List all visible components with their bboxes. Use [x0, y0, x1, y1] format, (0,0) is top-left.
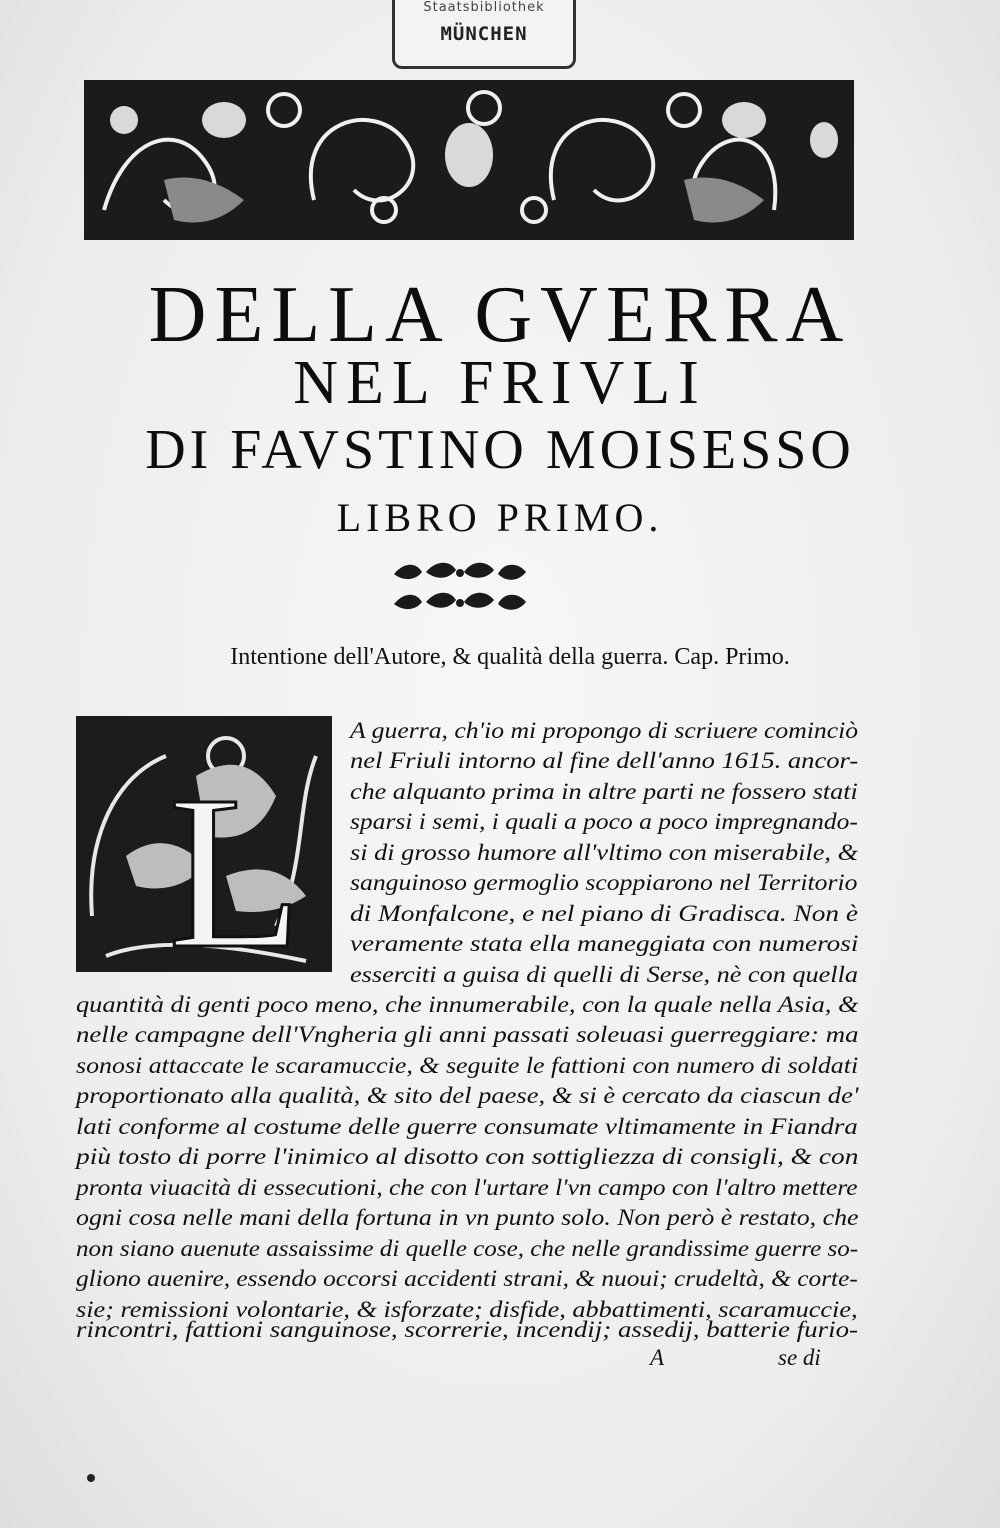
- stamp-library-name: Staatsbibliothek: [423, 0, 545, 15]
- text-line: esserciti a guisa di quelli di Serse, nè con quella: [350, 962, 859, 987]
- chapter-heading: Intentione dell'Autore, & qualità della guerra. Cap. Primo.: [230, 644, 790, 670]
- ornamental-headpiece: [84, 80, 854, 240]
- text-line: gliono auenire, essendo occorsi accidenti strani, & nuoui; crudeltà, & corte-: [76, 1266, 858, 1291]
- library-stamp: [392, 0, 576, 69]
- text-line: più tosto di porre l'inimico al disotto con sottigliezza di consigli, & con: [76, 1144, 859, 1169]
- text-line: proportionato alla qualità, & sito del paese, & si è cercato da ciascun de': [76, 1083, 859, 1108]
- text-line: sanguinoso germoglio scoppiarono nel Territorio: [350, 870, 858, 895]
- text-line: rincontri, fattioni sanguinose, scorrerie, incendij; assedij, batterie furio-: [76, 1317, 859, 1342]
- initial-letter: L: [168, 750, 303, 972]
- stamp-city: MÜNCHEN: [440, 23, 528, 45]
- fleuron-ornament: [386, 560, 534, 616]
- text-line: lati conforme al costume delle guerre consumate vltimamente in Fiandra: [76, 1114, 858, 1139]
- text-line: sie; remissioni volontarie, & isforzate; disfide, abbattimenti, scaramuccie,: [76, 1297, 858, 1322]
- text-line: non siano auenute assaissime di quelle cose, che nelle grandissime guerre so-: [76, 1236, 859, 1261]
- text-line: nel Friuli intorno al fine dell'anno 1615. ancor-: [350, 748, 859, 773]
- text-line: quantità di genti poco meno, che innumerabile, con la quale nella Asia, &: [76, 992, 859, 1017]
- title-line-3: DI FAVSTINO MOISESSO: [145, 419, 855, 481]
- text-line: sparsi i semi, i quali a poco a poco impregnando-: [350, 809, 858, 834]
- text-line: veramente stata ella maneggiata con numerosi: [350, 931, 859, 956]
- text-line: che alquanto prima in altre parti ne fossero stati: [350, 779, 858, 804]
- text-line: nelle campagne dell'Vngheria gli anni passati soleuasi guerreggiare: ma: [76, 1022, 859, 1047]
- text-line: pronta viuacità di essecutioni, che con l'urtare l'vn campo con l'altro mettere: [76, 1175, 858, 1200]
- text-line: ogni cosa nelle mani della fortuna in vn punto solo. Non però è restato, che: [76, 1205, 859, 1230]
- text-line: A guerra, ch'io mi propongo di scriuere cominciò: [350, 718, 859, 743]
- ink-spot: [87, 1474, 95, 1482]
- text-line: sonosi attaccate le scaramuccie, & seguite le fattioni con numero di soldati: [76, 1053, 859, 1078]
- text-line: si di grosso humore all'vltimo con miserabile, &: [350, 840, 859, 865]
- signature-mark: A: [650, 1345, 665, 1370]
- title-line-1: DELLA GVERRA: [148, 271, 852, 359]
- decorated-initial: [76, 716, 332, 972]
- book-number: LIBRO PRIMO.: [336, 495, 664, 540]
- title-line-2: NEL FRIVLI: [293, 349, 707, 417]
- text-line: di Monfalcone, e nel piano di Gradisca. Non è: [350, 901, 858, 926]
- catchword: se di: [778, 1345, 821, 1370]
